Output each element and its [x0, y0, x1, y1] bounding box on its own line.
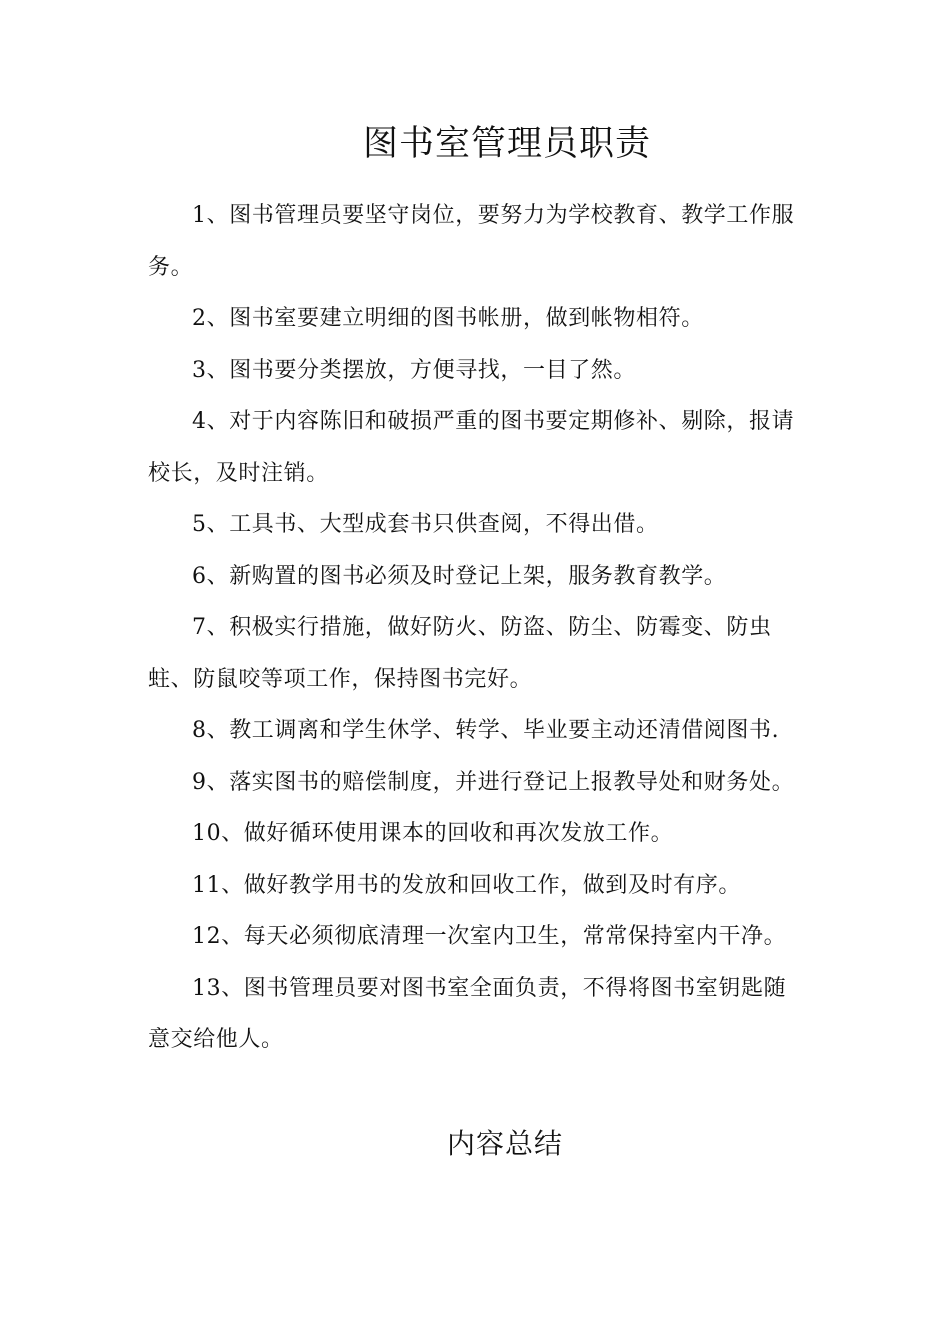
paragraph-2: 2、图书室要建立明细的图书帐册，做到帐物相符。 — [192, 306, 704, 331]
paragraph-5: 5、工具书、大型成套书只供查阅，不得出借。 — [192, 512, 659, 537]
paragraph-8: 8、教工调离和学生休学、转学、毕业要主动还清借阅图书. — [192, 718, 780, 743]
paragraph-9: 9、落实图书的赔偿制度，并进行登记上报教导处和财务处。 — [192, 769, 795, 795]
document-body — [148, 190, 798, 1066]
paragraph-4: 4、对于内容陈旧和破损严重的图书要定期修补、剔除，报请校长，及时注销。 — [148, 409, 795, 486]
page-title: 图书室管理员职责 — [362, 124, 651, 164]
paragraph-3: 3、图书要分类摆放，方便寻找，一目了然。 — [192, 357, 636, 383]
summary-heading: 内容总结 — [446, 1127, 563, 1160]
paragraph-13: 13、图书管理员要对图书室全面负责，不得将图书室钥匙随意交给他人。 — [148, 975, 787, 1052]
paragraph-11: 11、做好教学用书的发放和回收工作，做到及时有序。 — [192, 872, 741, 898]
paragraph-10: 10、做好循环使用课本的回收和再次发放工作。 — [192, 821, 674, 846]
paragraph-1: 1、图书管理员要坚守岗位，要努力为学校教育、教学工作服务。 — [148, 203, 795, 280]
paragraph-12: 12、每天必须彻底清理一次室内卫生，常常保持室内干净。 — [192, 924, 787, 949]
paragraph-6: 6、新购置的图书必须及时登记上架，服务教育教学。 — [192, 563, 727, 589]
paragraph-7: 7、积极实行措施，做好防火、防盗、防尘、防霉变、防虫蛀、防鼠咬等项工作，保持图书完好。 — [148, 615, 772, 692]
